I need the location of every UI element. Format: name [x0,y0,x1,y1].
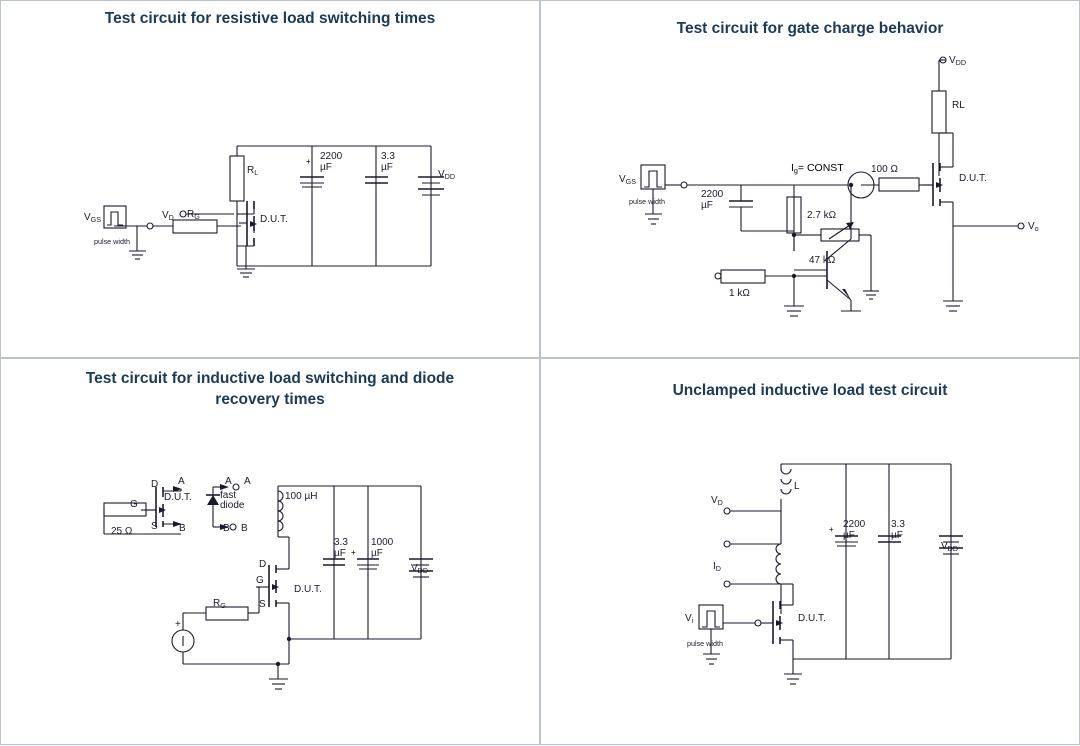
label-d-top: D [151,479,159,490]
label-dut-unc: D.U.T. [798,613,826,624]
label-g-top: G [130,499,138,510]
label-vdd-ind: $V_{DD}$ [411,563,429,575]
label-cap2200-plus-unc: + [829,525,834,534]
label-dut: D.U.T. [260,214,288,225]
label-d-bot: D [259,559,267,570]
label-vdd-unc: $V_{DD}$ [941,541,959,553]
label-pulse-width-gc: pulse width [629,197,665,206]
label-node-b1: B [179,523,186,534]
label-g-bot: G [256,575,264,586]
quadrant-unclamped-inductive [540,358,1080,745]
label-diode: diode [220,500,245,511]
label-pulse-width-unc: pulse width [687,639,723,648]
label-cap1-plus: + [306,157,311,166]
label-cap1-unit: µF [320,162,332,173]
label-cap1-value: 2200 [320,151,343,162]
label-vdd-gc: $V_{DD}$ [949,55,967,67]
label-cap-2200-value: 2200 [701,189,724,200]
quadrant-title-gate-charge: Test circuit for gate charge behavior [676,20,944,37]
label-vi-unc: $V_i$ [685,613,694,625]
quadrant-title-inductive-line1: Test circuit for inductive load switching and diode [85,370,455,387]
schematic-resistive-load [1,1,541,359]
label-vgs: $V_{GS}$ [84,212,102,224]
quadrant-gate-charge [540,0,1080,358]
label-pulse-width: pulse width [94,237,130,246]
label-cap2200-unit-unc: µF [843,530,855,541]
label-vdd: $V_{DD}$ [438,169,456,181]
label-node-a2: A [225,476,232,487]
label-47k: 47 kΩ [809,255,836,266]
label-vd: $V_D$ [162,210,174,222]
quadrant-title-unclamped: Unclamped inductive load test circuit [672,382,948,399]
label-cap-2200-unit: µF [701,200,713,211]
label-vo-gc: $V_o$ [1028,221,1039,233]
label-cap33-value: 3.3 [334,537,348,548]
label-cap33-value-unc: 3.3 [891,519,905,530]
label-ig-const: Ig= CONST [791,162,844,175]
schematic-gate-charge [541,1,1080,359]
label-cap2-unit: µF [381,162,393,173]
label-node-b3: B [241,523,248,534]
label-100uh: 100 µH [285,491,318,502]
schematic-inductive-load [1,359,541,746]
label-cap2200-value-unc: 2200 [843,519,866,530]
label-node-a3: A [244,476,251,487]
label-25ohm: 25 Ω [111,526,133,537]
label-rl-gc: RL [952,100,965,111]
label-100ohm: 100 Ω [871,164,898,175]
label-cap1000-plus: + [351,548,356,557]
label-vd-unclamped: $V_D$ [711,495,723,507]
label-s-top: S [151,521,158,532]
label-vgs-gc: $V_{GS}$ [619,174,637,186]
label-2k7: 2.7 kΩ [807,210,837,221]
quadrant-inductive-load-switching [0,358,540,745]
quadrant-resistive-load-switching [0,0,540,358]
label-rg-ind: $R_G$ [213,598,226,610]
quadrant-title-resistive: Test circuit for resistive load switching times [104,10,436,27]
label-cap33-unit-unc: µF [891,530,903,541]
label-dut-bot: D.U.T. [294,584,322,595]
label-id-unclamped: $I_D$ [713,561,721,573]
schematic-unclamped-inductive [541,359,1080,746]
label-cap1000-value: 1000 [371,537,394,548]
label-dut-gc: D.U.T. [959,173,987,184]
label-cap2-value: 3.3 [381,151,395,162]
label-cap33-unit: µF [334,548,346,559]
label-node-a1: A [178,476,185,487]
label-dut-top: D.U.T. [164,492,192,503]
label-source-plus: + [175,619,181,630]
label-fast: fast [220,490,237,501]
label-s-bot: S [259,599,266,610]
label-rl: $R_L$ [247,165,259,177]
quadrant-title-inductive-line2: recovery times [215,390,325,408]
label-l-unclamped: L [794,481,800,492]
label-cap1000-unit: µF [371,548,383,559]
label-1k: 1 kΩ [729,288,750,299]
label-rg: $R_G$ [187,209,200,221]
label-node-b2: B [223,523,230,534]
